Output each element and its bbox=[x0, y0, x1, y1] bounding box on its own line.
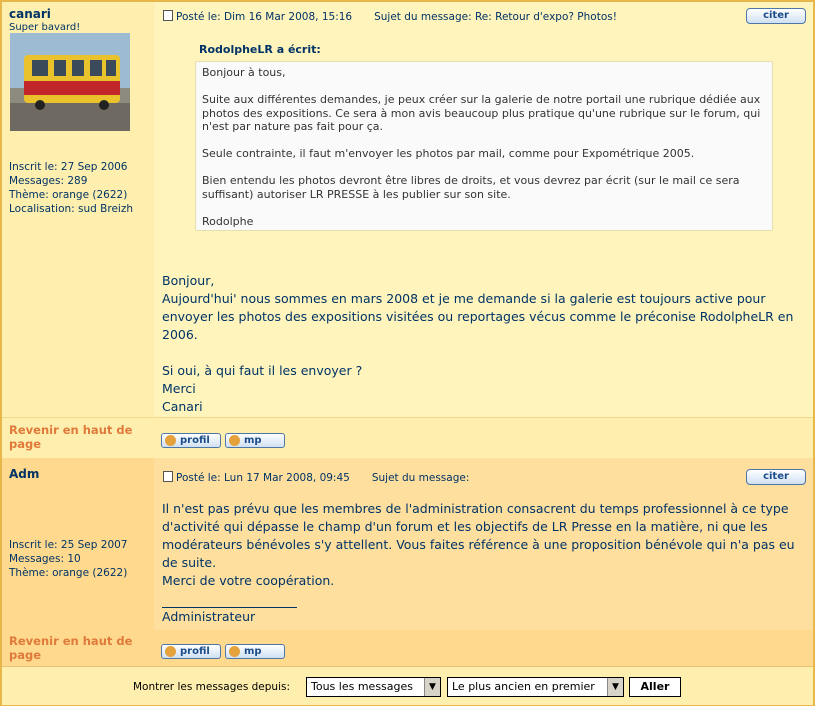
author-meta bbox=[9, 160, 133, 216]
body-line: Merci de votre coopération. bbox=[162, 573, 335, 588]
sort-order-value: Le plus ancien en premier bbox=[452, 680, 595, 693]
quote-paragraph: Seule contrainte, il faut m'envoyer les photos par mail, comme pour Expométrique 2005. bbox=[202, 147, 695, 160]
messages-filter-select[interactable] bbox=[306, 677, 441, 697]
author-message-count: Messages: 289 bbox=[9, 175, 88, 187]
post-icon[interactable] bbox=[163, 10, 173, 21]
author-theme: Thème: orange (2622) bbox=[9, 189, 128, 201]
pm-button[interactable] bbox=[225, 433, 285, 448]
post-subject: Sujet du message: Re: Retour d'expo? Photos! bbox=[374, 11, 617, 23]
author-location: Localisation: sud Breizh bbox=[9, 203, 133, 215]
post-icon[interactable] bbox=[163, 471, 173, 482]
signature: Administrateur bbox=[162, 609, 256, 624]
post-2 bbox=[2, 458, 813, 630]
post-1 bbox=[2, 2, 813, 417]
profile-button-label: profil bbox=[180, 435, 210, 446]
author-registered: Inscrit le: 27 Sep 2006 bbox=[9, 161, 128, 173]
body-line: Si oui, à qui faut il les envoyer ? bbox=[162, 363, 363, 378]
post-2-footer bbox=[2, 630, 813, 666]
profile-icon bbox=[165, 646, 176, 657]
body-line: Aujourd'hui' nous sommes en mars 2008 et je me demande si la galerie est toujours active pour envoyer les photos des expositions visitées ou reportages vécus comme le préconise RodolpheLR en 2006. bbox=[162, 291, 794, 342]
quote-paragraph: Rodolphe bbox=[202, 214, 254, 228]
quote-button-label: citer bbox=[763, 10, 789, 21]
sort-order-select[interactable] bbox=[447, 677, 624, 697]
body-line: Il n'est pas prévu que les membres de l'administration consacrent du temps professionnel à ce type d'activité qui dépasse le champ d'un forum et les objectifs de LR Presse en la matière, ni que les modérateurs bénévoles s'y attellent. Vous faites référence à une proposition bénévole qui n'a pas eu de suite. bbox=[162, 501, 795, 570]
show-messages-label: Montrer les messages depuis: bbox=[133, 681, 291, 693]
pm-icon bbox=[229, 646, 240, 657]
post-header bbox=[163, 471, 469, 484]
go-button[interactable]: Aller bbox=[629, 677, 681, 697]
back-to-top-link[interactable]: Revenir en haut de page bbox=[9, 634, 133, 662]
quote-button-label: citer bbox=[763, 471, 789, 482]
body-line: Canari bbox=[162, 399, 203, 414]
chevron-down-icon[interactable]: ▼ bbox=[607, 678, 623, 696]
post-author[interactable]: Adm bbox=[9, 467, 40, 481]
pm-button[interactable] bbox=[225, 644, 285, 659]
author-theme: Thème: orange (2622) bbox=[9, 567, 128, 579]
quote-paragraph: Bonjour à tous, bbox=[202, 66, 286, 79]
post-body bbox=[162, 272, 802, 416]
author-registered: Inscrit le: 25 Sep 2007 bbox=[9, 539, 128, 551]
profile-button-label: profil bbox=[180, 646, 210, 657]
author-meta bbox=[9, 538, 127, 580]
post-subject: Sujet du message: bbox=[371, 472, 470, 484]
quote-block bbox=[195, 61, 773, 231]
post-body bbox=[162, 500, 802, 626]
avatar bbox=[10, 33, 130, 131]
profile-button[interactable] bbox=[161, 433, 221, 448]
body-line: Bonjour, bbox=[162, 273, 215, 288]
profile-icon bbox=[165, 435, 176, 446]
quote-author: RodolpheLR a écrit: bbox=[199, 43, 321, 56]
messages-filter-value: Tous les messages bbox=[311, 680, 413, 693]
chevron-down-icon[interactable]: ▼ bbox=[424, 678, 440, 696]
body-line: Merci bbox=[162, 381, 196, 396]
post-1-author-panel bbox=[2, 2, 154, 417]
body-line bbox=[162, 344, 802, 362]
post-date: Posté le: Lun 17 Mar 2008, 09:45 bbox=[176, 472, 350, 484]
quote-button[interactable] bbox=[746, 469, 806, 485]
post-author[interactable]: canari bbox=[9, 7, 51, 21]
pm-button-label: mp bbox=[244, 435, 262, 446]
post-date: Posté le: Dim 16 Mar 2008, 15:16 bbox=[176, 11, 353, 23]
pm-button-label: mp bbox=[244, 646, 262, 657]
post-header bbox=[163, 10, 617, 23]
train-avatar-image bbox=[10, 33, 130, 131]
quote-paragraph: Suite aux différentes demandes, je peux créer sur la galerie de notre portail une rubrique dédiée aux photos des expositions. Ce sera à mon avis beaucoup plus pratique qu'une rubrique sur le forum, qui n'est par nature pas fait pour ça. bbox=[202, 93, 761, 133]
author-message-count: Messages: 10 bbox=[9, 553, 81, 565]
quote-paragraph: Bien entendu les photos devront être libres de droits, et vous devrez par écrit (sur le mail ce sera suffisant) autoriser LR PRESSE à les publier sur son site. bbox=[202, 174, 740, 201]
author-rank: Super bavard! bbox=[9, 22, 81, 33]
back-to-top-link[interactable]: Revenir en haut de page bbox=[9, 423, 133, 451]
profile-button[interactable] bbox=[161, 644, 221, 659]
post-2-author-panel bbox=[2, 458, 154, 630]
pm-icon bbox=[229, 435, 240, 446]
post-1-footer bbox=[2, 417, 813, 458]
quote-button[interactable] bbox=[746, 8, 806, 24]
